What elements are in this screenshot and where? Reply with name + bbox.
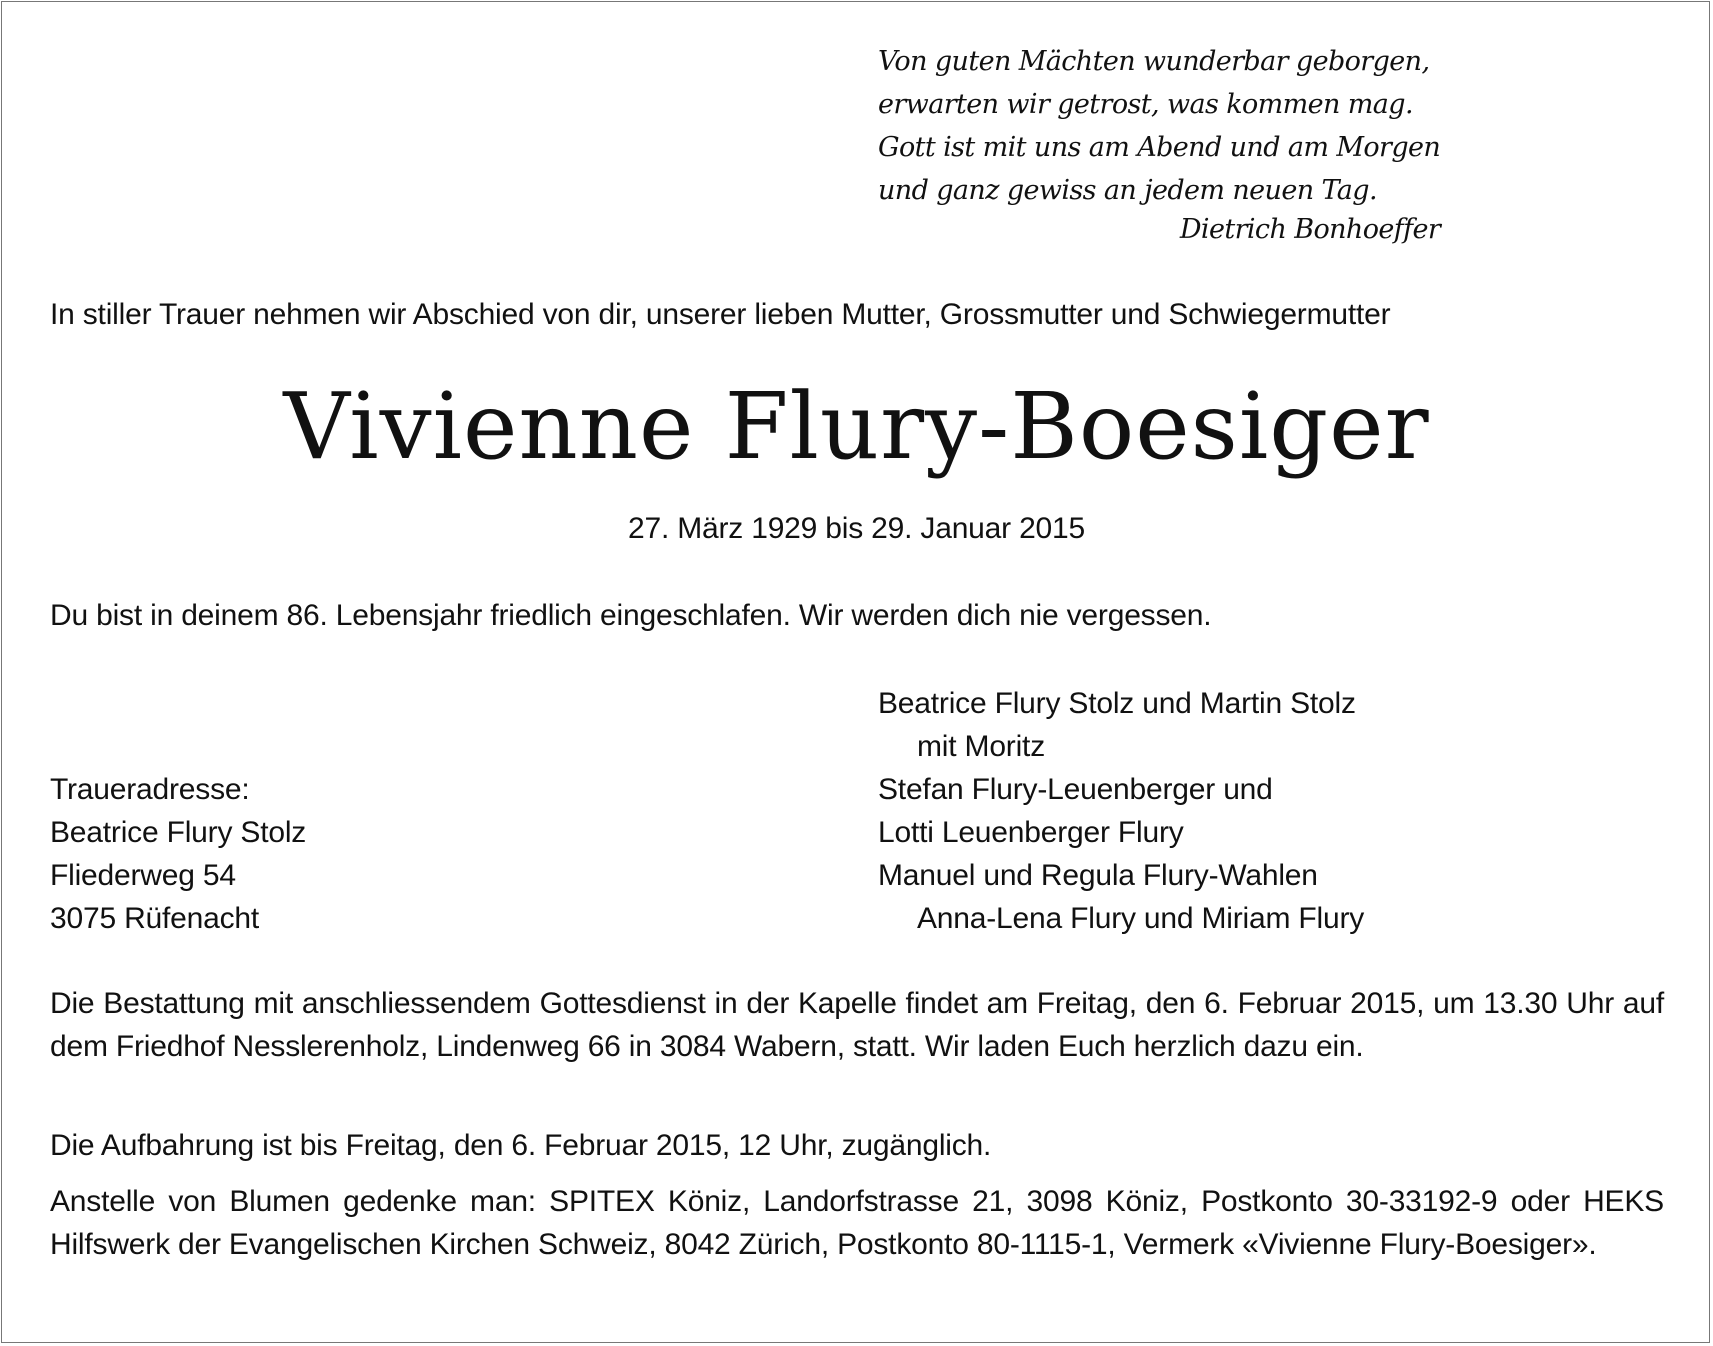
viewing-info: Die Aufbahrung ist bis Freitag, den 6. Februar 2015, 12 Uhr, zugänglich.	[50, 1129, 992, 1162]
intro-text: In stiller Trauer nehmen wir Abschied von dir, unserer lieben Mutter, Grossmutter und Schwiegermutter	[50, 298, 1391, 331]
donation-info: Anstelle von Blumen gedenke man: SPITEX Köniz, Landorfstrasse 21, 3098 Köniz, Postkonto 30-33192-9 oder HEKS Hilfswerk der Evangelischen Kirchen Schweiz, 8042 Zürich, Postkonto 80-1115-1, Vermerk «Vivienne Flury-Boesiger».	[50, 1185, 1664, 1261]
family-member: Anna-Lena Flury und Miriam Flury	[917, 902, 1365, 935]
address-line: Beatrice Flury Stolz	[50, 816, 307, 849]
poem-line: Gott ist mit uns am Abend und am Morgen	[878, 132, 1441, 163]
family-member: Stefan Flury-Leuenberger und	[878, 773, 1273, 806]
funeral-info: Die Bestattung mit anschliessendem Gottesdienst in der Kapelle findet am Freitag, den 6. Februar 2015, um 13.30 Uhr auf dem Friedhof Nesslerenholz, Lindenweg 66 in 3084 Wabern, statt. Wir laden Euch herzlich dazu ein.	[50, 987, 1664, 1063]
life-dates: 27. März 1929 bis 29. Januar 2015	[627, 512, 1086, 545]
deceased-name: Vivienne Flury-Boesiger	[283, 373, 1430, 480]
address-line: 3075 Rüfenacht	[50, 902, 260, 935]
poem-author: Dietrich Bonhoeffer	[1179, 214, 1441, 245]
family-member: Beatrice Flury Stolz und Martin Stolz	[878, 687, 1356, 720]
family-member: mit Moritz	[917, 730, 1045, 763]
address-label: Traueradresse:	[50, 773, 250, 806]
address-line: Fliederweg 54	[50, 859, 236, 892]
family-list	[878, 682, 1364, 940]
mourning-address	[50, 768, 306, 940]
obituary-notice	[1, 1, 1710, 1343]
poem-line: erwarten wir getrost, was kommen mag.	[878, 89, 1413, 120]
farewell-text: Du bist in deinem 86. Lebensjahr friedlich eingeschlafen. Wir werden dich nie vergessen.	[50, 599, 1212, 632]
family-member: Lotti Leuenberger Flury	[878, 816, 1184, 849]
poem-quote	[878, 40, 1440, 251]
poem-line: Von guten Mächten wunderbar geborgen,	[878, 46, 1430, 77]
poem-line: und ganz gewiss an jedem neuen Tag.	[878, 175, 1377, 206]
family-member: Manuel und Regula Flury-Wahlen	[878, 859, 1318, 892]
